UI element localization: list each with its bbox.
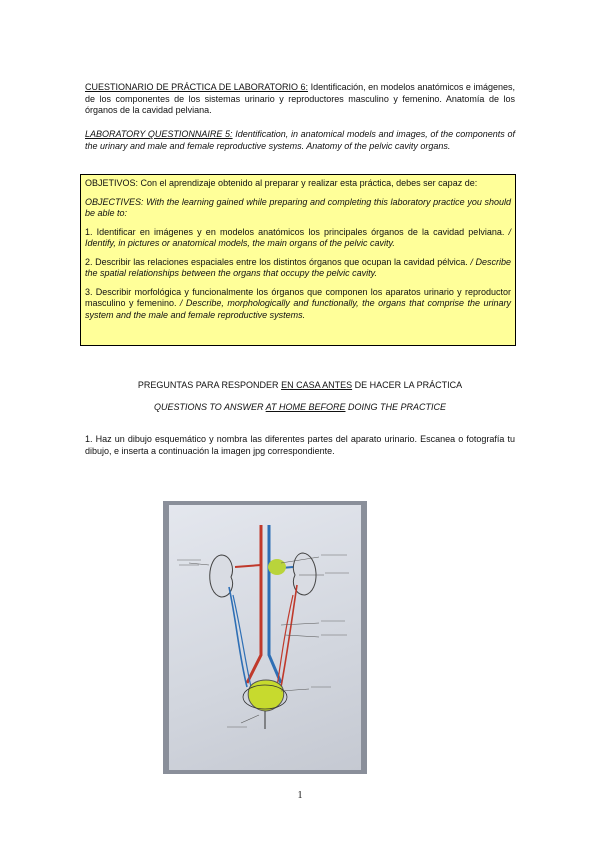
heading-text: DOING THE PRACTICE xyxy=(345,402,447,412)
page-number: 1 xyxy=(297,790,303,801)
urinary-system-sketch xyxy=(169,505,361,770)
questionnaire-title-en: LABORATORY QUESTIONNAIRE 5: xyxy=(85,129,233,139)
heading-text: DE HACER LA PRÁCTICA xyxy=(352,380,463,390)
objective-en: / Identify, in pictures or anatomical models, the main organs of the pelvic cavity. xyxy=(85,226,511,248)
intro-english xyxy=(85,129,515,152)
objectives-intro-es: OBJETIVOS: Con el aprendizaje obtenido al preparar y realizar esta práctica, debes ser capaz de: xyxy=(85,178,478,188)
urinary-system-drawing-photo xyxy=(163,501,367,774)
objective-es: 1. Identificar en imágenes y en modelos anatómicos los principales órganos de la cavidad pelviana. xyxy=(85,226,505,237)
objective-es: 2. Describir las relaciones espaciales entre los distintos órganos que ocupan la cavidad pélvica. xyxy=(85,256,468,267)
objective-es: 3. Describir morfológica y funcionalmente los órganos que componen los aparatos urinario y reproductor masculino y femenino. xyxy=(85,286,511,308)
heading-emphasis: AT HOME BEFORE xyxy=(265,402,346,412)
heading-emphasis: EN CASA ANTES xyxy=(281,380,353,390)
objectives-intro-en: OBJECTIVES: With the learning gained while preparing and completing this laboratory practice you should be able to: xyxy=(85,196,511,218)
question-1: 1. Haz un dibujo esquemático y nombra las diferentes partes del aparato urinario. Escanea o fotografía tu dibujo, e inserta a continuación la imagen jpg correspondiente. xyxy=(85,434,515,456)
objectives-box xyxy=(80,174,516,346)
intro-text-es: Identificación, en modelos anatómicos e imágenes, de los componentes de los sistemas urinario y reproductores masculino y femenino. Anatomía de los órganos de la cavidad pelviana. xyxy=(85,82,515,115)
heading-text: QUESTIONS TO ANSWER xyxy=(153,402,266,412)
objective-item-2 xyxy=(85,257,511,280)
objective-en: / Describe the spatial relationships between the organs that occupy the pelvic cavity. xyxy=(85,256,511,278)
intro-text-en: Identification, in anatomical models and images, of the components of the urinary and male and female reproductive systems. Anatomy of the pelvic cavity organs. xyxy=(85,129,515,151)
objective-item-1 xyxy=(85,227,511,250)
objective-en: / Describe, morphologically and functionally, the organs that comprise the urinary system and the male and female reproductive systems. xyxy=(85,298,512,320)
drawing-paper xyxy=(169,505,361,770)
objective-item-3 xyxy=(85,287,511,322)
intro-spanish xyxy=(85,82,515,117)
heading-text: PREGUNTAS PARA RESPONDER xyxy=(137,380,282,390)
questions-heading-en xyxy=(85,402,515,412)
questionnaire-title-es: CUESTIONARIO DE PRÁCTICA DE LABORATORIO 6: xyxy=(85,82,309,92)
questions-heading-es xyxy=(85,380,515,390)
